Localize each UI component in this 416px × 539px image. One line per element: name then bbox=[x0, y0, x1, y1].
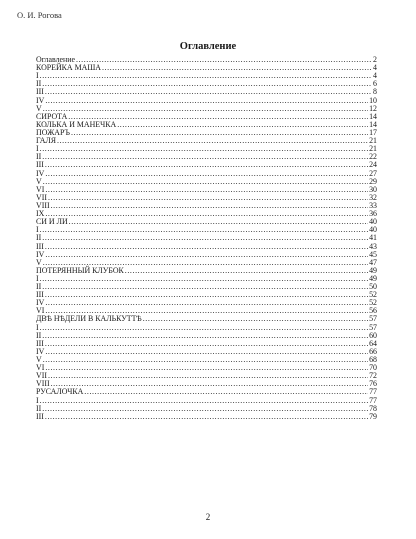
toc-entry-label: РУСАЛОЧКА bbox=[36, 387, 84, 397]
toc-entry-page: 57 bbox=[369, 322, 377, 332]
toc-entry-label: III bbox=[36, 290, 44, 300]
toc-leader-dots bbox=[69, 218, 368, 226]
toc-entry-page: 29 bbox=[369, 176, 377, 186]
table-of-contents bbox=[36, 56, 377, 421]
toc-entry[interactable] bbox=[36, 380, 377, 388]
toc-entry-page: 68 bbox=[369, 355, 377, 365]
toc-entry-label: IV bbox=[36, 168, 45, 178]
toc-entry-label: КОЛЬКА И МАНЕЧКА bbox=[36, 119, 117, 129]
toc-leader-dots bbox=[48, 372, 368, 380]
toc-entry-page: 12 bbox=[369, 103, 377, 113]
toc-entry-page: 22 bbox=[369, 152, 377, 162]
toc-entry[interactable] bbox=[36, 72, 377, 80]
toc-entry[interactable] bbox=[36, 405, 377, 413]
toc-entry-label: III bbox=[36, 87, 44, 97]
toc-entry-label: ПОТЕРЯННЫЙ КЛУБОК bbox=[36, 265, 124, 275]
toc-entry-label: III bbox=[36, 338, 44, 348]
toc-entry-page: 66 bbox=[369, 346, 377, 356]
toc-entry[interactable] bbox=[36, 218, 377, 226]
toc-entry[interactable] bbox=[36, 137, 377, 145]
toc-leader-dots bbox=[45, 88, 372, 96]
toc-entry[interactable] bbox=[36, 121, 377, 129]
toc-entry[interactable] bbox=[36, 291, 377, 299]
toc-entry-label: III bbox=[36, 160, 44, 170]
toc-entry-page: 24 bbox=[369, 160, 377, 170]
toc-entry-label: Оглавление bbox=[36, 54, 75, 64]
toc-entry[interactable] bbox=[36, 226, 377, 234]
toc-entry[interactable] bbox=[36, 64, 377, 72]
toc-leader-dots bbox=[45, 161, 368, 169]
toc-entry[interactable] bbox=[36, 364, 377, 372]
toc-entry-label: I bbox=[36, 225, 39, 235]
toc-entry[interactable] bbox=[36, 388, 377, 396]
toc-entry-page: 76 bbox=[369, 379, 377, 389]
toc-leader-dots bbox=[42, 332, 368, 340]
toc-leader-dots bbox=[45, 299, 368, 307]
toc-entry-page: 17 bbox=[369, 127, 377, 137]
toc-entry-page: 27 bbox=[369, 168, 377, 178]
toc-leader-dots bbox=[45, 413, 368, 421]
toc-entry[interactable] bbox=[36, 178, 377, 186]
toc-leader-dots bbox=[143, 315, 368, 323]
toc-leader-dots bbox=[40, 324, 368, 332]
toc-leader-dots bbox=[45, 243, 368, 251]
toc-entry-label: IX bbox=[36, 209, 45, 219]
toc-leader-dots bbox=[40, 397, 368, 405]
toc-entry-page: 77 bbox=[369, 395, 377, 405]
toc-leader-dots bbox=[45, 170, 368, 178]
toc-entry-label: VI bbox=[36, 363, 45, 373]
toc-entry[interactable] bbox=[36, 186, 377, 194]
toc-entry-page: 56 bbox=[369, 306, 377, 316]
toc-entry[interactable] bbox=[36, 275, 377, 283]
toc-entry-label: VIII bbox=[36, 379, 50, 389]
toc-entry-label: II bbox=[36, 152, 42, 162]
toc-entry-label: V bbox=[36, 257, 42, 267]
toc-entry-page: 10 bbox=[369, 95, 377, 105]
toc-entry-label: II bbox=[36, 330, 42, 340]
toc-entry-page: 64 bbox=[369, 338, 377, 348]
toc-leader-dots bbox=[40, 226, 368, 234]
toc-entry[interactable] bbox=[36, 283, 377, 291]
toc-leader-dots bbox=[45, 97, 368, 105]
toc-entry-label: II bbox=[36, 282, 42, 292]
toc-leader-dots bbox=[45, 251, 368, 259]
toc-entry-page: 77 bbox=[369, 387, 377, 397]
toc-leader-dots bbox=[117, 121, 368, 129]
toc-entry-page: 60 bbox=[369, 330, 377, 340]
toc-entry-label: V bbox=[36, 103, 42, 113]
toc-entry-page: 21 bbox=[369, 144, 377, 154]
toc-entry-page: 32 bbox=[369, 192, 377, 202]
toc-leader-dots bbox=[102, 64, 372, 72]
toc-leader-dots bbox=[40, 145, 368, 153]
toc-entry-label: I bbox=[36, 144, 39, 154]
toc-entry-page: 30 bbox=[369, 184, 377, 194]
toc-leader-dots bbox=[45, 186, 368, 194]
toc-leader-dots bbox=[42, 153, 368, 161]
toc-leader-dots bbox=[45, 340, 368, 348]
toc-entry-label: V bbox=[36, 355, 42, 365]
page-title: Оглавление bbox=[179, 41, 237, 52]
toc-leader-dots bbox=[45, 364, 368, 372]
toc-entry-label: III bbox=[36, 411, 44, 421]
toc-entry[interactable] bbox=[36, 170, 377, 178]
toc-entry-label: I bbox=[36, 395, 39, 405]
toc-entry-label: VIII bbox=[36, 200, 50, 210]
toc-entry[interactable] bbox=[36, 80, 377, 88]
toc-leader-dots bbox=[43, 356, 368, 364]
toc-entry[interactable] bbox=[36, 88, 377, 96]
toc-entry-page: 33 bbox=[369, 200, 377, 210]
toc-entry[interactable] bbox=[36, 153, 377, 161]
toc-entry-label: IV bbox=[36, 346, 45, 356]
toc-entry-label: IV bbox=[36, 95, 45, 105]
toc-entry-label: СИ И ЛИ bbox=[36, 217, 68, 227]
toc-entry-page: 49 bbox=[369, 273, 377, 283]
toc-entry[interactable] bbox=[36, 299, 377, 307]
toc-entry-label: ГАЛЯ bbox=[36, 136, 57, 146]
toc-entry[interactable] bbox=[36, 316, 377, 324]
toc-entry-label: I bbox=[36, 273, 39, 283]
toc-leader-dots bbox=[71, 129, 368, 137]
toc-entry-page: 40 bbox=[369, 217, 377, 227]
toc-entry-page: 43 bbox=[369, 241, 377, 251]
toc-entry[interactable] bbox=[36, 267, 377, 275]
toc-entry-label: VI bbox=[36, 184, 45, 194]
toc-entry-page: 41 bbox=[369, 233, 377, 243]
toc-leader-dots bbox=[40, 275, 368, 283]
page-number: 2 bbox=[205, 512, 211, 522]
toc-entry-label: IV bbox=[36, 298, 45, 308]
toc-entry-label: IV bbox=[36, 249, 45, 259]
toc-entry-page: 8 bbox=[373, 87, 377, 97]
toc-entry[interactable] bbox=[36, 202, 377, 210]
toc-entry[interactable] bbox=[36, 251, 377, 259]
toc-leader-dots bbox=[48, 194, 368, 202]
toc-leader-dots bbox=[76, 56, 372, 64]
toc-entry[interactable] bbox=[36, 372, 377, 380]
toc-leader-dots bbox=[43, 105, 368, 113]
toc-entry[interactable] bbox=[36, 194, 377, 202]
toc-entry[interactable] bbox=[36, 356, 377, 364]
toc-leader-dots bbox=[42, 80, 372, 88]
toc-entry-label: I bbox=[36, 71, 39, 81]
toc-entry[interactable] bbox=[36, 97, 377, 105]
toc-entry-page: 50 bbox=[369, 282, 377, 292]
running-header-author: О. И. Рогова bbox=[17, 10, 62, 20]
toc-entry-page: 14 bbox=[369, 119, 377, 129]
toc-entry[interactable] bbox=[36, 129, 377, 137]
toc-entry[interactable] bbox=[36, 105, 377, 113]
toc-entry-label: ДВѢ НѢДЕЛИ В КАЛЬКУТТѢ bbox=[36, 314, 142, 324]
toc-entry-label: ПОЖАРЪ bbox=[36, 127, 70, 137]
toc-entry-page: 52 bbox=[369, 298, 377, 308]
toc-entry-page: 14 bbox=[369, 111, 377, 121]
toc-entry-label: СИРОТА bbox=[36, 111, 68, 121]
toc-leader-dots bbox=[42, 234, 368, 242]
toc-entry[interactable] bbox=[36, 161, 377, 169]
toc-leader-dots bbox=[125, 267, 368, 275]
toc-entry-label: III bbox=[36, 241, 44, 251]
toc-leader-dots bbox=[40, 72, 372, 80]
toc-entry-page: 4 bbox=[373, 71, 377, 81]
toc-entry-page: 6 bbox=[373, 79, 377, 89]
toc-entry-label: V bbox=[36, 176, 42, 186]
toc-entry-label: КОРЕЙКА МАША bbox=[36, 63, 101, 73]
toc-leader-dots bbox=[84, 388, 368, 396]
toc-entry[interactable] bbox=[36, 210, 377, 218]
toc-entry[interactable] bbox=[36, 348, 377, 356]
toc-leader-dots bbox=[45, 291, 368, 299]
toc-leader-dots bbox=[51, 380, 369, 388]
toc-entry-page: 49 bbox=[369, 265, 377, 275]
toc-entry-page: 36 bbox=[369, 209, 377, 219]
toc-entry-page: 79 bbox=[369, 411, 377, 421]
toc-entry-page: 72 bbox=[369, 371, 377, 381]
toc-entry-page: 70 bbox=[369, 363, 377, 373]
toc-entry-page: 45 bbox=[369, 249, 377, 259]
toc-entry-label: VII bbox=[36, 371, 47, 381]
toc-entry[interactable] bbox=[36, 340, 377, 348]
toc-entry-page: 57 bbox=[369, 314, 377, 324]
toc-entry-label: II bbox=[36, 79, 42, 89]
toc-entry-page: 40 bbox=[369, 225, 377, 235]
toc-entry-page: 21 bbox=[369, 136, 377, 146]
toc-entry-label: VI bbox=[36, 306, 45, 316]
toc-entry-label: II bbox=[36, 233, 42, 243]
toc-entry[interactable] bbox=[36, 145, 377, 153]
toc-entry-page: 78 bbox=[369, 403, 377, 413]
toc-entry-page: 2 bbox=[373, 54, 377, 64]
toc-entry[interactable] bbox=[36, 397, 377, 405]
toc-entry-label: II bbox=[36, 403, 42, 413]
toc-entry-page: 47 bbox=[369, 257, 377, 267]
toc-entry-page: 4 bbox=[373, 63, 377, 73]
toc-leader-dots bbox=[45, 210, 368, 218]
toc-entry[interactable] bbox=[36, 413, 377, 421]
toc-entry[interactable] bbox=[36, 234, 377, 242]
toc-leader-dots bbox=[43, 178, 368, 186]
toc-entry-page: 52 bbox=[369, 290, 377, 300]
toc-entry[interactable] bbox=[36, 332, 377, 340]
toc-entry-label: I bbox=[36, 322, 39, 332]
toc-entry[interactable] bbox=[36, 243, 377, 251]
toc-entry[interactable] bbox=[36, 324, 377, 332]
toc-entry-label: VII bbox=[36, 192, 47, 202]
toc-leader-dots bbox=[57, 137, 368, 145]
toc-leader-dots bbox=[45, 348, 368, 356]
toc-leader-dots bbox=[42, 405, 368, 413]
toc-leader-dots bbox=[51, 202, 369, 210]
toc-leader-dots bbox=[42, 283, 368, 291]
